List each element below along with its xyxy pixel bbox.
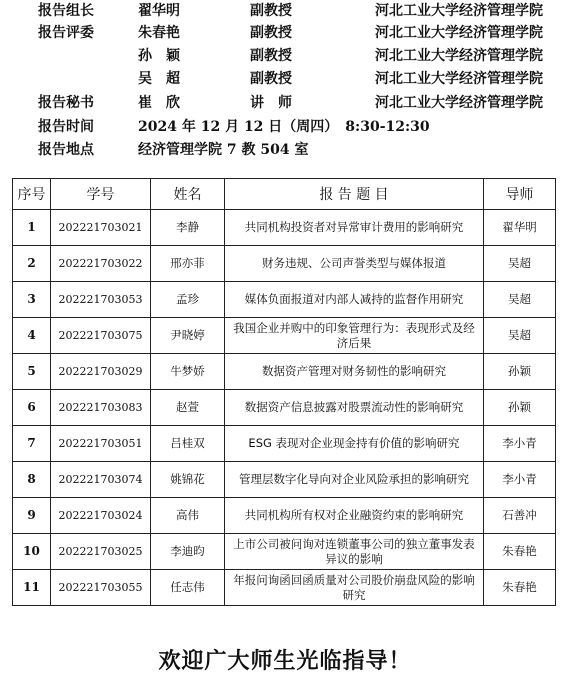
cell-topic: 数据资产信息披露对股票流动性的影响研究 [225, 390, 484, 426]
cell-name: 孟珍 [151, 282, 225, 318]
cell-name: 高伟 [151, 498, 225, 534]
welcome-message: 欢迎广大师生光临指导！ [158, 648, 412, 674]
cell-advisor: 孙颖 [484, 390, 556, 426]
header-no: 序号 [13, 179, 51, 210]
cell-topic: 媒体负面报道对内部人减持的监督作用研究 [225, 282, 484, 318]
cell-advisor: 李小青 [484, 426, 556, 462]
cell-topic: 上市公司被问询对连锁董事公司的独立董事发表异议的影响 [225, 534, 484, 570]
table-row [13, 246, 556, 282]
cell-name: 赵萱 [151, 390, 225, 426]
cell-advisor: 吴超 [484, 282, 556, 318]
cell-name: 邢亦菲 [151, 246, 225, 282]
reviewer-org: 河北工业大学经济管理学院 [375, 71, 543, 87]
secretary-title: 讲 师 [250, 95, 292, 111]
cell-no: 2 [13, 246, 51, 282]
cell-no: 7 [13, 426, 51, 462]
time-value: 2024 年 12 月 12 日（周四） 8:30-12:30 [138, 119, 430, 135]
cell-no: 6 [13, 390, 51, 426]
cell-student-id: 202221703022 [51, 246, 151, 282]
cell-topic: 我国企业并购中的印象管理行为：表现形式及经济后果 [225, 318, 484, 354]
cell-student-id: 202221703055 [51, 570, 151, 606]
leader-label: 报告组长 [38, 3, 94, 19]
cell-advisor: 吴超 [484, 246, 556, 282]
leader-title: 副教授 [250, 3, 292, 19]
cell-advisor: 朱春艳 [484, 570, 556, 606]
leader-org: 河北工业大学经济管理学院 [375, 3, 543, 19]
table-row [13, 390, 556, 426]
cell-no: 10 [13, 534, 51, 570]
table-row [13, 426, 556, 462]
cell-name: 尹晓婷 [151, 318, 225, 354]
cell-no: 1 [13, 210, 51, 246]
secretary-org: 河北工业大学经济管理学院 [375, 95, 543, 111]
leader-name: 翟华明 [138, 3, 180, 19]
cell-name: 姚锦花 [151, 462, 225, 498]
cell-no: 8 [13, 462, 51, 498]
cell-topic: 年报问询函回函质量对公司股价崩盘风险的影响研究 [225, 570, 484, 606]
header-name: 姓名 [151, 179, 225, 210]
cell-topic: 财务违规、公司声誉类型与媒体报道 [225, 246, 484, 282]
table-header-row [13, 179, 556, 210]
cell-topic: 共同机构投资者对异常审计费用的影响研究 [225, 210, 484, 246]
place-value: 经济管理学院 7 教 504 室 [138, 142, 309, 158]
cell-student-id: 202221703024 [51, 498, 151, 534]
cell-student-id: 202221703083 [51, 390, 151, 426]
cell-topic: 数据资产管理对财务韧性的影响研究 [225, 354, 484, 390]
reviewers-label: 报告评委 [38, 25, 94, 41]
reviewer-name: 孙 颖 [138, 48, 180, 64]
header-advisor: 导师 [484, 179, 556, 210]
cell-topic: ESG 表现对企业现金持有价值的影响研究 [225, 426, 484, 462]
cell-name: 李迪昀 [151, 534, 225, 570]
cell-student-id: 202221703021 [51, 210, 151, 246]
table-row [13, 318, 556, 354]
cell-name: 李静 [151, 210, 225, 246]
table-row [13, 462, 556, 498]
cell-name: 吕桂双 [151, 426, 225, 462]
cell-student-id: 202221703053 [51, 282, 151, 318]
cell-no: 3 [13, 282, 51, 318]
time-label: 报告时间 [38, 119, 94, 135]
table-row [13, 534, 556, 570]
cell-no: 9 [13, 498, 51, 534]
place-label: 报告地点 [38, 142, 94, 158]
cell-student-id: 202221703029 [51, 354, 151, 390]
reviewer-name: 吴 超 [138, 71, 180, 87]
secretary-label: 报告秘书 [38, 95, 94, 111]
table-row [13, 354, 556, 390]
reviewer-title: 副教授 [250, 25, 292, 41]
cell-student-id: 202221703075 [51, 318, 151, 354]
header-topic: 报 告 题 目 [225, 179, 484, 210]
cell-name: 牛梦娇 [151, 354, 225, 390]
reviewer-org: 河北工业大学经济管理学院 [375, 48, 543, 64]
header-student-id: 学号 [51, 179, 151, 210]
cell-student-id: 202221703051 [51, 426, 151, 462]
cell-advisor: 石善冲 [484, 498, 556, 534]
cell-name: 任志伟 [151, 570, 225, 606]
cell-advisor: 李小青 [484, 462, 556, 498]
reviewer-title: 副教授 [250, 48, 292, 64]
cell-advisor: 朱春艳 [484, 534, 556, 570]
cell-advisor: 吴超 [484, 318, 556, 354]
reviewer-org: 河北工业大学经济管理学院 [375, 25, 543, 41]
cell-topic: 管理层数字化导向对企业风险承担的影响研究 [225, 462, 484, 498]
table-row [13, 570, 556, 606]
table-row [13, 210, 556, 246]
cell-advisor: 翟华明 [484, 210, 556, 246]
secretary-name: 崔 欣 [138, 95, 180, 111]
cell-no: 4 [13, 318, 51, 354]
report-schedule-table [12, 178, 556, 606]
cell-advisor: 孙颖 [484, 354, 556, 390]
cell-student-id: 202221703074 [51, 462, 151, 498]
table-row [13, 498, 556, 534]
cell-student-id: 202221703025 [51, 534, 151, 570]
cell-topic: 共同机构所有权对企业融资约束的影响研究 [225, 498, 484, 534]
cell-no: 11 [13, 570, 51, 606]
table-row [13, 282, 556, 318]
reviewer-name: 朱春艳 [138, 25, 180, 41]
cell-no: 5 [13, 354, 51, 390]
reviewer-title: 副教授 [250, 71, 292, 87]
